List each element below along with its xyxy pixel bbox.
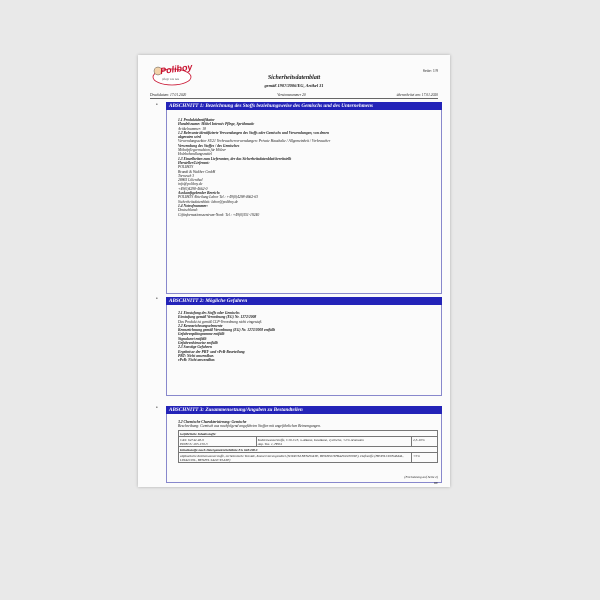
section-marker: • (156, 297, 158, 302)
table-cell-ids: CAS: 64742-48-9 EINECS: 265-150-3 (179, 437, 257, 447)
text-line: Das Produkt ist gemäß CLP-Verordnung nicht eingestuft. (178, 319, 263, 324)
text-line: 1.2 Relevante identifizierte Verwendungen des Stoffs oder Gemischs und Verwendungen, von denen (178, 130, 330, 135)
text-line: vPvB: Nicht anwendbar. (178, 358, 216, 363)
text-line: Ergebnisse der PBT- und vPvB-Beurteilung (178, 349, 245, 354)
text-line: info@poliboy.de (178, 182, 203, 187)
text-line: Möbelpflegeemulsion für Hölzer (178, 148, 226, 153)
document-page (138, 55, 450, 487)
document-meta (150, 93, 438, 99)
section-3-heading: ABSCHNITT 3: Zusammensetzung/Angaben zu Bestandteilen (166, 406, 442, 414)
section-2-body (178, 311, 438, 363)
text-line: Signalwort entfällt (178, 336, 207, 341)
document-title: Sicherheitsdatenblatt (267, 75, 321, 81)
text-line: Tornesch 3 (178, 173, 195, 178)
table-row (179, 453, 438, 463)
language-code: DE (434, 481, 438, 485)
print-date: Druckdatum: 17.01.2020 (150, 93, 187, 97)
section-3-body (178, 420, 438, 429)
text-line: Gefahrenhinweise entfällt (178, 341, 218, 346)
section-2-heading: ABSCHNITT 2: Mögliche Gefahren (166, 297, 442, 305)
text-line: Verwendungssektor SU21 Verbraucherverwendungen: Private Haushalte / Allgemeinheit / Verbraucher (178, 139, 331, 144)
text-line: Auskunftgebender Bereich: (178, 191, 221, 196)
section-1-heading: ABSCHNITT 1: Bezeichnung des Stoffs beziehungsweise des Gemischs und des Unternehmens (166, 102, 442, 110)
text-line: Beschreibung: Gemisch aus nachfolgend angeführten Stoffen mit ungefährlichen Beimengungen. (178, 424, 321, 429)
text-line: 1.4 Notrufnummer: (178, 203, 208, 208)
hazardous-ingredients-table (178, 430, 438, 463)
substance-class: Asp. Tox. 1, H304 (257, 441, 282, 446)
text-line: 1.3 Einzelheiten zum Lieferanten, der das Sicherheitsdatenblatt bereitstellt (178, 156, 292, 161)
revised-date: überarbeitet am: 17.01.2020 (396, 93, 438, 97)
detergent-percent: <5% (412, 453, 438, 463)
text-line: PBT: Nicht anwendbar. (178, 353, 214, 358)
text-line: POLIBOY (178, 165, 194, 170)
text-line: Einstufung gemäß Verordnung (EG) Nr. 1272/2008 (178, 315, 257, 320)
table-cell-substance (256, 437, 411, 447)
table-title: Gefährliche Inhaltsstoffe: (179, 431, 438, 437)
text-line: Artikelnummer: 18 (178, 126, 206, 131)
text-line: 2.3 Sonstige Gefahren (178, 345, 212, 350)
text-line: Sicherheitsdatenblatt: labor@poliboy.de (178, 199, 239, 204)
section-marker: • (156, 406, 158, 411)
text-line: Holzbehandlungsmittel (178, 152, 213, 157)
table-cell-percent: 2,5-10% (412, 437, 438, 447)
section-marker: • (156, 103, 158, 108)
text-line: Gefahrenpiktogramme entfällt (178, 332, 225, 337)
logo-tagline: pflegt wie neu (162, 77, 180, 81)
page-number: Seite: 1/9 (422, 68, 438, 73)
detergent-title: Inhaltsstoffe nach Detergenzienrichtlinie EG 648/2004: (179, 447, 438, 453)
text-line: Hersteller/Lieferant: (178, 160, 210, 165)
continuation-note: (Fortsetzung auf Seite 2) (404, 475, 438, 479)
version-number: Versionsnummer 20 (277, 93, 306, 97)
table-row (179, 437, 438, 447)
logo-wordmark: Poliboy (159, 61, 194, 77)
substance-name: Kohlenwasserstoffe, C10-C13, n-Alkane, Isoalkane, cyclische, <2% Aromaten (257, 437, 364, 442)
detergent-text: aliphatische Kohlenwasserstoffe, nichtionische Tenside, Konservierungsmittel (SODIUM BENZOATE, BENZISOTHIAZOLINONE), Duftstoffe (HEXYLCINNAMAL, LINALOOL, BENZYL SALICYLATE) (179, 453, 412, 463)
text-line: 1.1 Produktidentifikator (178, 118, 215, 122)
text-line: Giftinformationszentrum-Nord: Tel.: +49(0)551-19240 (178, 212, 260, 217)
text-line: abgeraten wird (178, 135, 201, 140)
text-line: 3.2 Chemische Charakterisierung: Gemische (178, 420, 247, 424)
text-line: 2.1 Einstufung des Stoffs oder Gemischs (178, 311, 240, 315)
text-line: Brandt & Walther GmbH (178, 169, 216, 174)
text-line: Kennzeichnung gemäß Verordnung (EG) Nr. 1272/2008 entfällt (178, 328, 275, 333)
text-line: 2.2 Kennzeichnungselemente (178, 323, 223, 328)
text-line: Handelsname: Möbel Intensiv Pflege, Sprühmatic (178, 122, 255, 127)
section-1-body (178, 118, 438, 217)
document-subtitle: gemäß 1907/2006/EG, Artikel 31 (264, 83, 324, 88)
text-line: POLIBOY Abteilung Labor Tel.: +49(0)4298-4662-63 (178, 195, 259, 200)
text-line: +49(0)4298-4662-0 (178, 186, 208, 191)
text-line: Deutschland: (178, 208, 198, 213)
text-line: 28865 Lilienthal (178, 178, 203, 183)
text-line: Verwendung des Stoffes / des Gemisches (178, 143, 240, 148)
